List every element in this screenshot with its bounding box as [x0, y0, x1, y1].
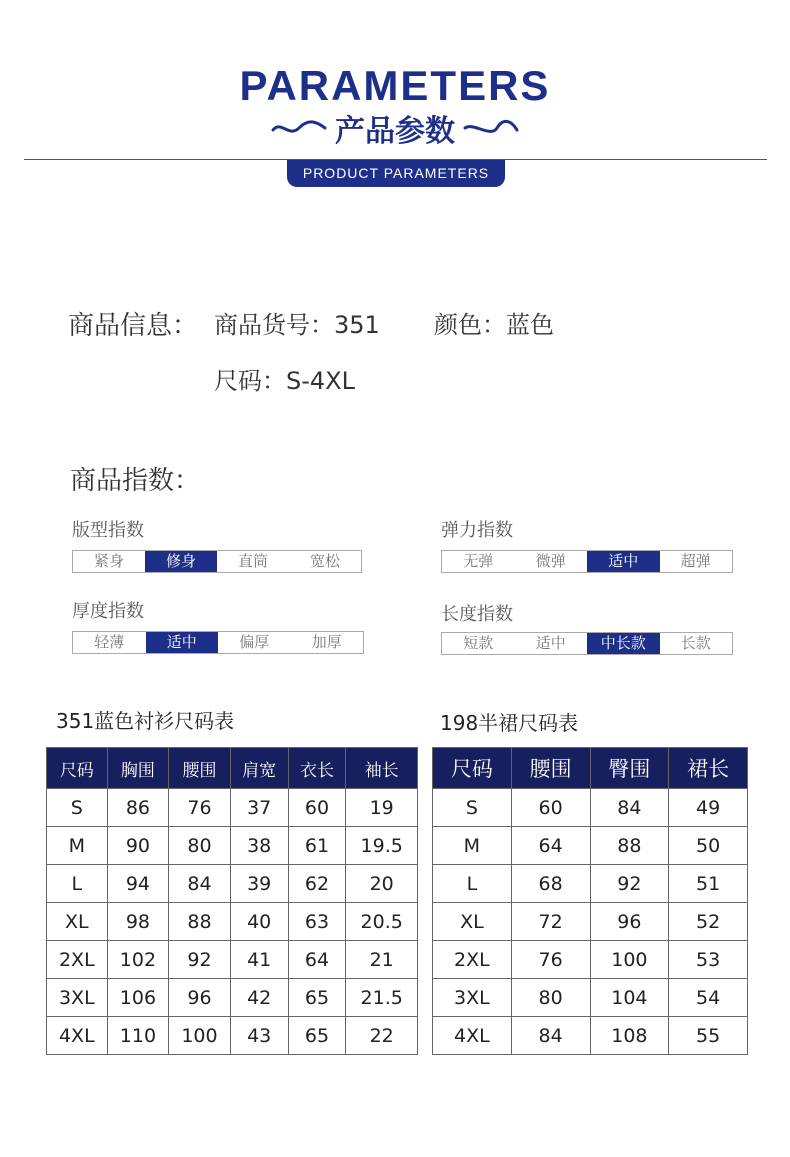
- elasticity-option-selected: 适中: [587, 551, 660, 572]
- table-header-cell: 衣长: [288, 748, 346, 789]
- table-cell: 3XL: [47, 979, 108, 1017]
- table-cell: 96: [169, 979, 231, 1017]
- table-cell: L: [433, 865, 512, 903]
- table-header-cell: 腰围: [169, 748, 231, 789]
- table-cell: 21: [346, 941, 418, 979]
- product-info-heading: 商品信息：: [68, 311, 199, 341]
- thickness-index-label: 厚度指数: [72, 601, 144, 622]
- table-cell: 76: [169, 789, 231, 827]
- table-row: [433, 865, 748, 903]
- table-cell: 38: [230, 827, 288, 865]
- table-cell: 2XL: [47, 941, 108, 979]
- table-header-cell: 尺码: [47, 748, 108, 789]
- length-option: 长款: [680, 634, 711, 652]
- table-cell: 72: [511, 903, 590, 941]
- table-header-cell: 裙长: [669, 748, 748, 789]
- length-option: 适中: [535, 634, 566, 652]
- table-cell: 20: [346, 865, 418, 903]
- thickness-option: 加厚: [311, 633, 342, 651]
- table-cell: 92: [590, 865, 669, 903]
- fit-index-label: 版型指数: [72, 520, 144, 541]
- table-cell: 2XL: [433, 941, 512, 979]
- indices-heading: 商品指数：: [70, 466, 201, 496]
- table-cell: XL: [47, 903, 108, 941]
- table-cell: 64: [511, 827, 590, 865]
- table-cell: 19: [346, 789, 418, 827]
- table-cell: 60: [288, 789, 346, 827]
- table-cell: 92: [169, 941, 231, 979]
- product-color: 颜色：蓝色: [434, 311, 554, 339]
- table-cell: 86: [107, 789, 169, 827]
- table-header-cell: 尺码: [433, 748, 512, 789]
- table-cell: 39: [230, 865, 288, 903]
- table-header-row: [47, 748, 418, 789]
- elasticity-option: 超弹: [680, 552, 711, 570]
- fit-option: 直筒: [237, 552, 268, 570]
- skirt-table-title: 198半裙尺码表: [440, 711, 579, 735]
- table-header-cell: 胸围: [107, 748, 169, 789]
- table-cell: 40: [230, 903, 288, 941]
- table-cell: M: [47, 827, 108, 865]
- shirt-size-table: [46, 747, 418, 1055]
- table-row: [47, 827, 418, 865]
- table-cell: 96: [590, 903, 669, 941]
- table-cell: 84: [590, 789, 669, 827]
- table-cell: 62: [288, 865, 346, 903]
- table-cell: 106: [107, 979, 169, 1017]
- table-cell: 94: [107, 865, 169, 903]
- table-row: [47, 979, 418, 1017]
- elasticity-option: 无弹: [463, 552, 494, 570]
- table-cell: L: [47, 865, 108, 903]
- table-row: [433, 903, 748, 941]
- table-cell: 100: [169, 1017, 231, 1055]
- right-swirl-ornament-icon: [461, 116, 521, 140]
- table-cell: 22: [346, 1017, 418, 1055]
- table-row: [47, 789, 418, 827]
- table-cell: 3XL: [433, 979, 512, 1017]
- fit-index-scale: [72, 550, 362, 573]
- subtitle-badge: PRODUCT PARAMETERS: [287, 160, 505, 187]
- table-cell: 63: [288, 903, 346, 941]
- table-cell: 98: [107, 903, 169, 941]
- table-cell: 64: [288, 941, 346, 979]
- fit-option: 紧身: [93, 552, 124, 570]
- table-cell: 65: [288, 979, 346, 1017]
- elasticity-index-label: 弹力指数: [441, 520, 513, 541]
- table-row: [47, 941, 418, 979]
- table-cell: 60: [511, 789, 590, 827]
- table-row: [433, 789, 748, 827]
- thickness-option-selected: 适中: [146, 632, 219, 653]
- table-cell: 21.5: [346, 979, 418, 1017]
- thickness-option: 轻薄: [94, 633, 125, 651]
- table-cell: 54: [669, 979, 748, 1017]
- table-cell: 49: [669, 789, 748, 827]
- title-cn: 产品参数: [335, 114, 455, 149]
- table-cell: 80: [511, 979, 590, 1017]
- table-cell: 108: [590, 1017, 669, 1055]
- table-row: [433, 827, 748, 865]
- table-cell: 53: [669, 941, 748, 979]
- length-option: 短款: [463, 634, 494, 652]
- table-header-cell: 腰围: [511, 748, 590, 789]
- table-cell: 43: [230, 1017, 288, 1055]
- table-cell: 55: [669, 1017, 748, 1055]
- table-row: [47, 1017, 418, 1055]
- table-row: [47, 865, 418, 903]
- table-row: [433, 979, 748, 1017]
- left-swirl-ornament-icon: [269, 116, 329, 140]
- elasticity-index-scale: [441, 550, 733, 573]
- table-header-row: [433, 748, 748, 789]
- product-size: 尺码：S-4XL: [214, 367, 355, 395]
- shirt-table-title: 351蓝色衬衫尺码表: [56, 709, 235, 733]
- elasticity-option: 微弹: [535, 552, 566, 570]
- length-index-label: 长度指数: [441, 604, 513, 625]
- table-cell: 68: [511, 865, 590, 903]
- table-cell: 52: [669, 903, 748, 941]
- table-cell: M: [433, 827, 512, 865]
- table-cell: 84: [511, 1017, 590, 1055]
- table-header-cell: 袖长: [346, 748, 418, 789]
- table-cell: 61: [288, 827, 346, 865]
- title-cn-row: [0, 108, 790, 148]
- thickness-option: 偏厚: [239, 633, 270, 651]
- length-index-scale: [441, 632, 733, 655]
- table-cell: 37: [230, 789, 288, 827]
- fit-option: 宽松: [309, 552, 340, 570]
- table-cell: 51: [669, 865, 748, 903]
- table-row: [433, 941, 748, 979]
- table-row: [47, 903, 418, 941]
- table-cell: 65: [288, 1017, 346, 1055]
- table-cell: 76: [511, 941, 590, 979]
- table-cell: 42: [230, 979, 288, 1017]
- table-cell: 4XL: [433, 1017, 512, 1055]
- table-cell: 90: [107, 827, 169, 865]
- table-cell: 41: [230, 941, 288, 979]
- table-cell: 102: [107, 941, 169, 979]
- table-cell: 100: [590, 941, 669, 979]
- table-cell: XL: [433, 903, 512, 941]
- table-cell: 20.5: [346, 903, 418, 941]
- product-item-no: 商品货号：351: [214, 311, 380, 339]
- table-cell: 4XL: [47, 1017, 108, 1055]
- thickness-index: [72, 597, 364, 654]
- table-cell: 50: [669, 827, 748, 865]
- table-cell: 84: [169, 865, 231, 903]
- skirt-size-table: [432, 747, 748, 1055]
- table-header-cell: 肩宽: [230, 748, 288, 789]
- table-cell: 88: [590, 827, 669, 865]
- length-index: [441, 600, 733, 655]
- fit-option-selected: 修身: [145, 551, 217, 572]
- table-cell: 110: [107, 1017, 169, 1055]
- table-cell: 88: [169, 903, 231, 941]
- fit-index: [72, 516, 362, 573]
- table-cell: S: [433, 789, 512, 827]
- thickness-index-scale: [72, 631, 364, 654]
- table-row: [433, 1017, 748, 1055]
- title-en: PARAMETERS: [239, 62, 551, 109]
- table-cell: S: [47, 789, 108, 827]
- table-header-cell: 臀围: [590, 748, 669, 789]
- table-cell: 104: [590, 979, 669, 1017]
- length-option-selected: 中长款: [587, 633, 660, 654]
- elasticity-index: [441, 516, 733, 573]
- table-cell: 80: [169, 827, 231, 865]
- table-cell: 19.5: [346, 827, 418, 865]
